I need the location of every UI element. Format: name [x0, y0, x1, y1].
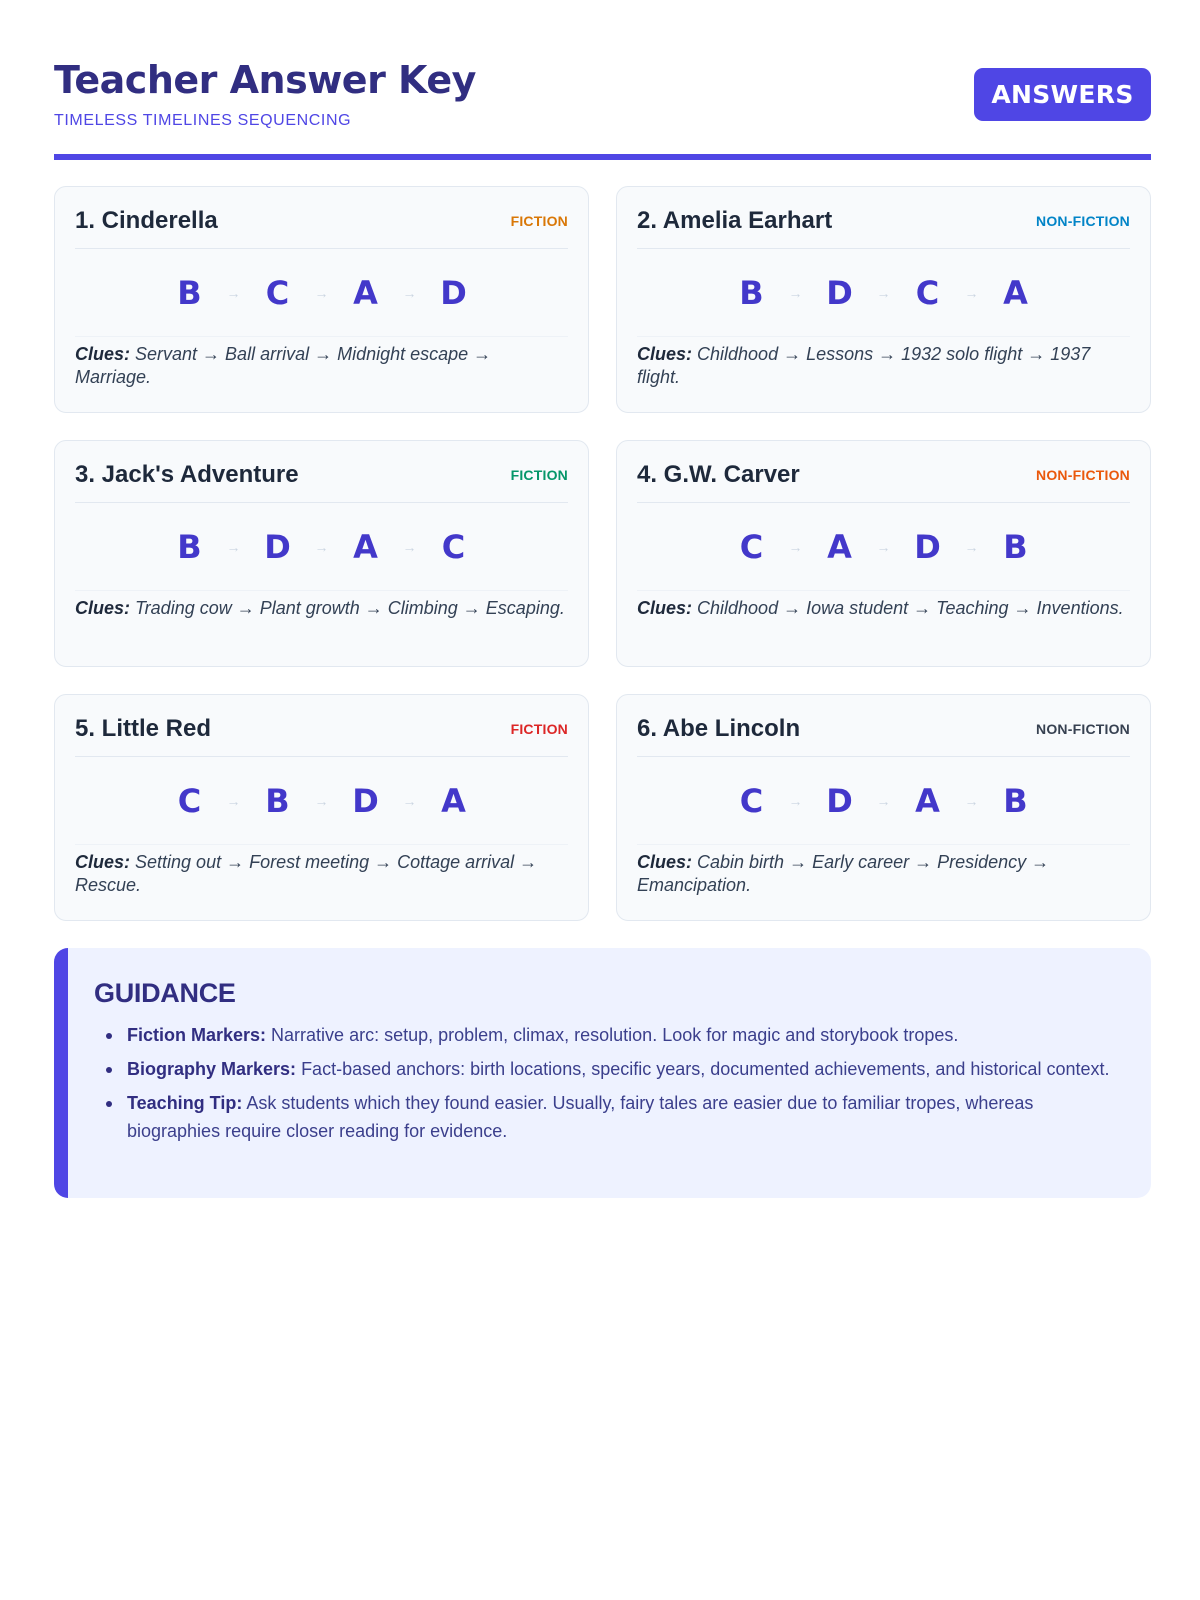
card-header: [75, 695, 568, 757]
sequence-letter: D: [440, 273, 467, 312]
arrow-right-icon: →: [788, 284, 803, 301]
clues-label: Clues:: [75, 852, 131, 872]
sequence-letter: A: [915, 781, 940, 820]
arrow-right-icon: →: [964, 284, 979, 301]
sequence-letter: A: [353, 273, 378, 312]
guidance-item-label: Biography Markers:: [127, 1059, 297, 1079]
clues-text: [637, 591, 1130, 620]
answer-card: [616, 186, 1151, 413]
genre-tag: FICTION: [510, 720, 568, 737]
sequence-letter: C: [441, 527, 466, 566]
sequence-letter: B: [1003, 527, 1028, 566]
clues-body: Trading cow → Plant growth → Climbing → Escaping.: [130, 598, 565, 618]
guidance-item-label: Teaching Tip:: [127, 1093, 243, 1113]
guidance-item-text: Ask students which they found easier. Usually, fairy tales are easier due to familiar tropes, whereas biographies require closer reading for evidence.: [127, 1093, 1034, 1141]
sequence-letter: D: [352, 781, 379, 820]
arrow-right-icon: →: [226, 538, 241, 555]
card-title: 5. Little Red: [75, 714, 212, 742]
clues-label: Clues:: [637, 852, 693, 872]
arrow-right-icon: →: [876, 792, 891, 809]
answer-card: [616, 440, 1151, 667]
card-title: 4. G.W. Carver: [637, 460, 800, 488]
arrow-right-icon: →: [876, 538, 891, 555]
guidance-item: [94, 1021, 1127, 1049]
clues-label: Clues:: [75, 598, 131, 618]
guidance-item: [94, 1055, 1127, 1083]
arrow-right-icon: →: [788, 538, 803, 555]
sequence-letter: B: [1003, 781, 1028, 820]
clues-body: Servant → Ball arrival → Midnight escape → Marriage.: [75, 344, 492, 387]
genre-tag: FICTION: [510, 212, 568, 229]
card-title: 3. Jack's Adventure: [75, 460, 299, 488]
clues-text: [75, 337, 568, 389]
arrow-right-icon: →: [964, 792, 979, 809]
genre-tag: NON-FICTION: [1036, 720, 1130, 737]
arrow-right-icon: →: [964, 538, 979, 555]
clues-body: Childhood → Lessons → 1932 solo flight → 1937 flight.: [637, 344, 1091, 387]
sequence-letter: C: [265, 273, 290, 312]
guidance-item: [94, 1089, 1127, 1145]
genre-tag: NON-FICTION: [1036, 212, 1130, 229]
guidance-panel: [54, 948, 1151, 1198]
card-header: [637, 187, 1130, 249]
card-header: [75, 187, 568, 249]
sequence-letter: A: [353, 527, 378, 566]
sequence-letter: C: [177, 781, 202, 820]
answer-sequence: [75, 503, 568, 591]
answer-card: [616, 694, 1151, 921]
sequence-letter: D: [264, 527, 291, 566]
clues-label: Clues:: [637, 598, 693, 618]
card-header: [75, 441, 568, 503]
answers-badge: ANSWERS: [974, 68, 1151, 121]
clues-body: Setting out → Forest meeting → Cottage arrival → Rescue.: [75, 852, 538, 895]
arrow-right-icon: →: [876, 284, 891, 301]
arrow-right-icon: →: [314, 284, 329, 301]
card-header: [637, 695, 1130, 757]
guidance-title: GUIDANCE: [94, 978, 236, 1008]
clues-body: Cabin birth → Early career → Presidency → Emancipation.: [637, 852, 1050, 895]
sequence-letter: A: [827, 527, 852, 566]
clues-label: Clues:: [637, 344, 693, 364]
guidance-item-text: Narrative arc: setup, problem, climax, resolution. Look for magic and storybook tropes.: [266, 1025, 959, 1045]
answer-card: [54, 440, 589, 667]
arrow-right-icon: →: [402, 284, 417, 301]
arrow-right-icon: →: [402, 792, 417, 809]
sequence-letter: B: [177, 273, 202, 312]
answer-card-grid: [54, 186, 1151, 921]
sequence-letter: C: [739, 781, 764, 820]
sequence-letter: A: [1003, 273, 1028, 312]
answer-card: [54, 186, 589, 413]
card-title: 2. Amelia Earhart: [637, 206, 833, 234]
sequence-letter: D: [826, 781, 853, 820]
card-title: 1. Cinderella: [75, 206, 218, 234]
answer-sequence: [75, 757, 568, 845]
guidance-list: [94, 1021, 1127, 1145]
genre-tag: FICTION: [510, 466, 568, 483]
arrow-right-icon: →: [788, 792, 803, 809]
sequence-letter: B: [265, 781, 290, 820]
clues-text: [637, 845, 1130, 897]
page-subtitle: TIMELESS TIMELINES SEQUENCING: [54, 112, 352, 129]
answer-sequence: [637, 503, 1130, 591]
sequence-letter: B: [177, 527, 202, 566]
clues-body: Childhood → Iowa student → Teaching → Inventions.: [692, 598, 1124, 618]
clues-label: Clues:: [75, 344, 131, 364]
arrow-right-icon: →: [402, 538, 417, 555]
page-header: [54, 58, 1151, 160]
sequence-letter: D: [826, 273, 853, 312]
arrow-right-icon: →: [226, 284, 241, 301]
clues-text: [75, 591, 568, 620]
card-title: 6. Abe Lincoln: [637, 714, 801, 742]
guidance-item-text: Fact-based anchors: birth locations, specific years, documented achievements, and historical context.: [296, 1059, 1110, 1079]
page-title: Teacher Answer Key: [54, 58, 476, 102]
sequence-letter: C: [915, 273, 940, 312]
sequence-letter: A: [441, 781, 466, 820]
sequence-letter: C: [739, 527, 764, 566]
arrow-right-icon: →: [314, 792, 329, 809]
card-header: [637, 441, 1130, 503]
clues-text: [637, 337, 1130, 389]
sequence-letter: D: [914, 527, 941, 566]
arrow-right-icon: →: [226, 792, 241, 809]
answer-sequence: [75, 249, 568, 337]
arrow-right-icon: →: [314, 538, 329, 555]
clues-text: [75, 845, 568, 897]
sequence-letter: B: [739, 273, 764, 312]
genre-tag: NON-FICTION: [1036, 466, 1130, 483]
answer-card: [54, 694, 589, 921]
guidance-item-label: Fiction Markers:: [127, 1025, 267, 1045]
answer-sequence: [637, 249, 1130, 337]
answer-sequence: [637, 757, 1130, 845]
